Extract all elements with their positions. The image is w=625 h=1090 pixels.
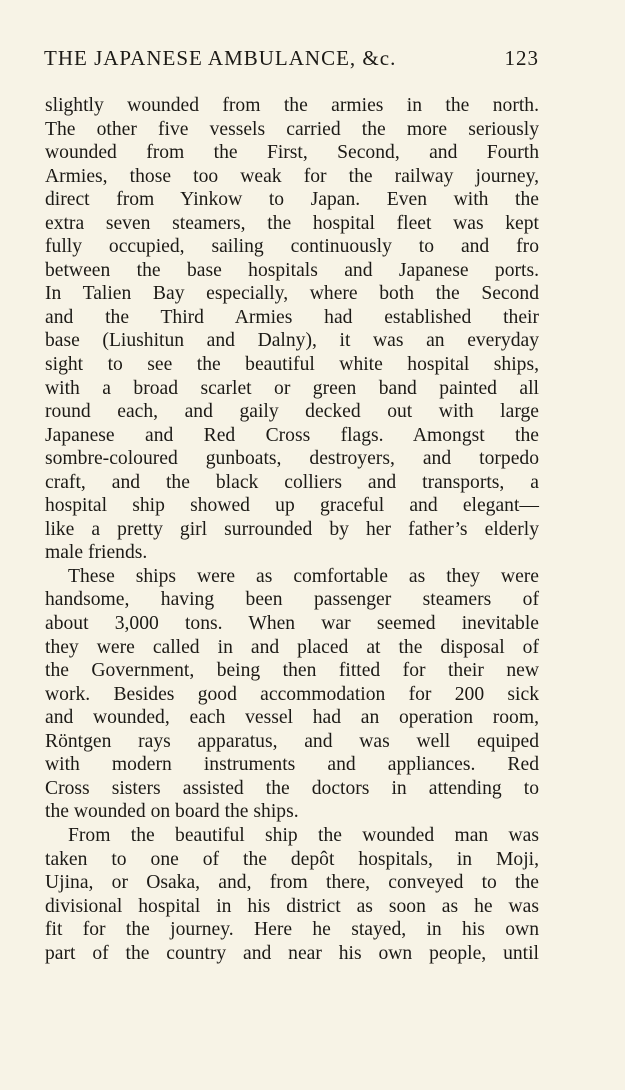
text-line: work. Besides good accommodation for 200 sick: [45, 683, 539, 705]
text-line: taken to one of the depôt hospitals, in Moji,: [45, 848, 539, 870]
text-line: Armies, those too weak for the railway journey,: [45, 165, 539, 187]
text-line: part of the country and near his own people, until: [45, 942, 539, 964]
text-line: Röntgen rays apparatus, and was well equiped: [45, 730, 539, 752]
text-line: sight to see the beautiful white hospital ships,: [45, 354, 539, 376]
text-line: craft, and the black colliers and transports, a: [45, 471, 539, 493]
text-line: fit for the journey. Here he stayed, in his own: [45, 919, 539, 941]
text-line: These ships were as comfortable as they were: [68, 565, 539, 587]
text-line: with a broad scarlet or green band painted all: [45, 377, 539, 399]
text-line: the wounded on board the ships.: [45, 801, 299, 823]
text-line: with modern instruments and appliances. Red: [45, 754, 539, 776]
text-line: Ujina, or Osaka, and, from there, conveyed to the: [45, 872, 539, 894]
text-line: Cross sisters assisted the doctors in attending to: [45, 777, 539, 799]
text-line: direct from Yinkow to Japan. Even with the: [45, 189, 539, 211]
text-line: round each, and gaily decked out with large: [45, 401, 539, 423]
text-line: base (Liushitun and Dalny), it was an everyday: [45, 330, 539, 352]
text-line: the Government, being then fitted for their new: [45, 660, 539, 682]
text-line: they were called in and placed at the disposal of: [45, 636, 539, 658]
text-line: sombre-coloured gunboats, destroyers, and torpedo: [45, 448, 539, 470]
text-line: extra seven steamers, the hospital fleet was kept: [45, 212, 539, 234]
text-line: slightly wounded from the armies in the north.: [45, 95, 539, 116]
text-line: and the Third Armies had established their: [45, 306, 539, 328]
text-line: about 3,000 tons. When war seemed inevitable: [45, 613, 539, 635]
text-line: hospital ship showed up graceful and elegant—: [45, 495, 539, 517]
text-line: male friends.: [45, 542, 148, 564]
text-line: like a pretty girl surrounded by her father’s elderly: [45, 518, 539, 540]
text-line: In Talien Bay especially, where both the Second: [45, 283, 539, 305]
text-line: wounded from the First, Second, and Fourth: [45, 142, 539, 164]
text-line: handsome, having been passenger steamers of: [45, 589, 539, 611]
body-text: [45, 94, 539, 965]
page-number: 123: [504, 46, 539, 70]
text-line: divisional hospital in his district as soon as he was: [45, 895, 539, 917]
text-line: and wounded, each vessel had an operation room,: [45, 707, 539, 729]
text-line: The other five vessels carried the more seriously: [45, 118, 539, 140]
text-line: Japanese and Red Cross flags. Amongst the: [45, 424, 539, 446]
text-line: From the beautiful ship the wounded man was: [68, 824, 539, 846]
paragraph: [45, 565, 539, 824]
text-line: fully occupied, sailing continuously to and fro: [45, 236, 539, 258]
running-head: [44, 46, 539, 71]
paragraph: [45, 824, 539, 965]
running-head-title: THE JAPANESE AMBULANCE, &c.: [44, 46, 397, 70]
paragraph: [45, 94, 539, 565]
text-line: between the base hospitals and Japanese ports.: [45, 259, 539, 281]
